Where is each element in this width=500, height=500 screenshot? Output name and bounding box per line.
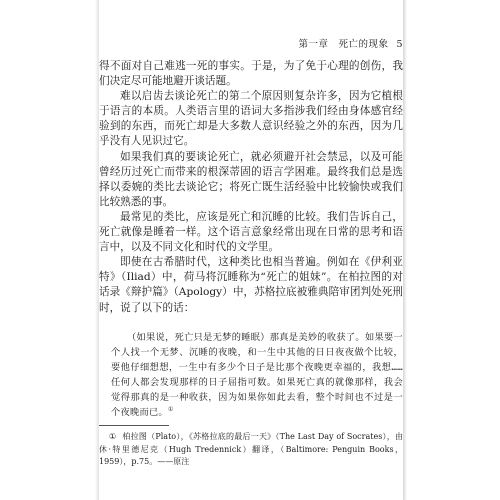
running-header bbox=[99, 36, 403, 50]
footnote-reference: ① bbox=[167, 405, 174, 413]
book-page bbox=[99, 0, 403, 500]
footnote bbox=[99, 431, 403, 469]
quote-text: （如果说，死亡只是无梦的睡眠）那真是美妙的收获了。如果要一个人找一个无梦、沉睡的夜晚，和一生中其他的日日夜夜做个比较，要他仔细想想，一生中有多少个日子是比那个夜晚更幸福的，我想……任何人都会发现那样的日子屈指可数。如果死亡真的就像那样，我会觉得那真的是一种收获，因为如果你如此去看，整个时间也不过是一个夜晚而已。 bbox=[111, 331, 403, 418]
block-quote bbox=[111, 330, 403, 420]
chapter-title: 第一章 死亡的现象 bbox=[298, 39, 389, 50]
paragraph: 如果我们真的要谈论死亡，就必须避开社会禁忌，以及可能曾经历过死亡而带来的根深蒂固的语言学困难。最终我们总是选择以委婉的类比去谈论它；将死亡既生活经验中比较愉快或我们比较熟悉的事。 bbox=[99, 150, 403, 208]
paragraph: 即使在古希腊时代，这种类比也相当普遍。例如在《伊利亚特》（Iliad）中，荷马将沉睡称为“死亡的姐妹”。在柏拉图的对话录《辩护篇》（Apology）中，苏格拉底被雅典陪审团判处死刑时，说了以下的话： bbox=[99, 256, 403, 314]
paragraph: 难以启齿去谈论死亡的第二个原因则复杂许多，因为它植根于语言的本质。人类语言里的语词大多指涉我们经由身体感官经验到的东西，而死亡却是大多数人意识经验之外的东西，因为几乎没有人见识过它。 bbox=[99, 90, 403, 148]
page-shadow-right bbox=[403, 0, 407, 500]
page-number: 5 bbox=[396, 39, 403, 50]
footnote-text: 柏拉图（Plato），《苏格拉底的最后一天》（The Last Day of Socrates），由休·特里德尼克（Hugh Tredennick）翻译，（Baltimore: Penguin Books，1959），p.75。——原注 bbox=[99, 432, 404, 466]
paragraph: 得不面对自己难逃一死的事实。于是，为了免于心理的创伤，我们决定尽可能地避开谈话题。 bbox=[99, 60, 403, 88]
footnote-divider bbox=[99, 425, 169, 426]
page-body bbox=[99, 59, 403, 420]
footnote-mark: ① bbox=[109, 432, 117, 441]
paragraph: 最常见的类比，应该是死亡和沉睡的比较。我们告诉自己，死亡就像是睡着一样。这个语言意象经常出现在日常的思考和语言中，以及不同文化和时代的文学里。 bbox=[99, 210, 403, 254]
